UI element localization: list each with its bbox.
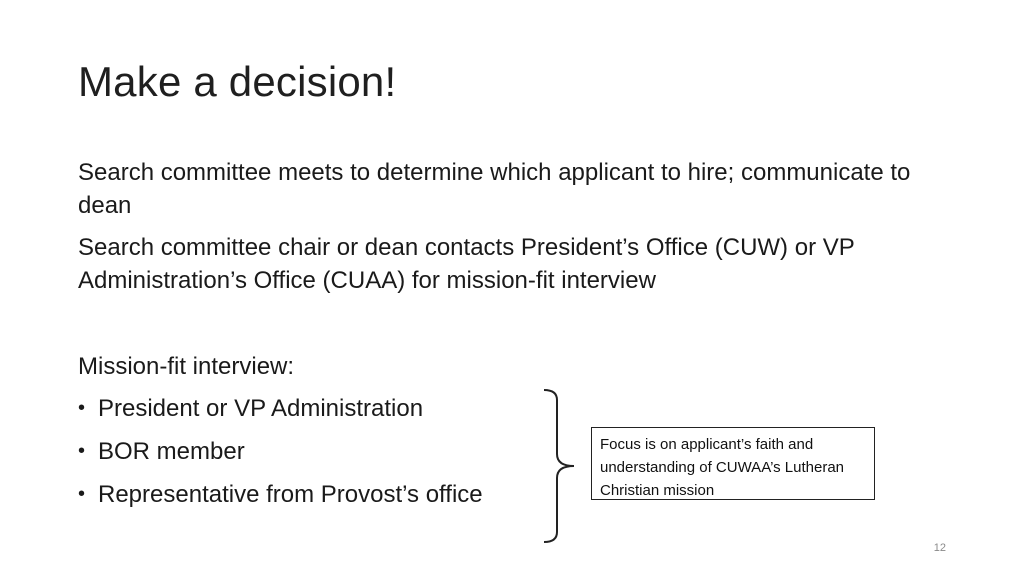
list-item — [78, 478, 483, 521]
right-brace-icon — [540, 386, 580, 546]
bullet-icon: • — [78, 440, 86, 462]
bullet-icon: • — [78, 397, 86, 419]
callout-box: Focus is on applicant’s faith and understanding of CUWAA’s Lutheran Christian mission — [591, 427, 875, 500]
paragraph-mission-fit-heading: Mission-fit interview: — [78, 353, 295, 380]
bullet-list — [78, 392, 483, 521]
bullet-text: Representative from Provost’s office — [98, 481, 483, 508]
list-item — [78, 392, 483, 435]
list-item — [78, 435, 483, 478]
page-number: 12 — [933, 542, 946, 554]
bullet-text: BOR member — [98, 438, 245, 465]
bullet-text: President or VP Administration — [98, 395, 424, 422]
paragraph-contact-office: Search committee chair or dean contacts President’s Office (CUW) or VP Administration’s Office (CUAA) for mission-fit interview — [78, 234, 855, 294]
bullet-icon: • — [78, 483, 86, 505]
paragraph-committee-meets: Search committee meets to determine which applicant to hire; communicate to dean — [78, 159, 911, 219]
slide-title: Make a decision! — [78, 58, 397, 105]
